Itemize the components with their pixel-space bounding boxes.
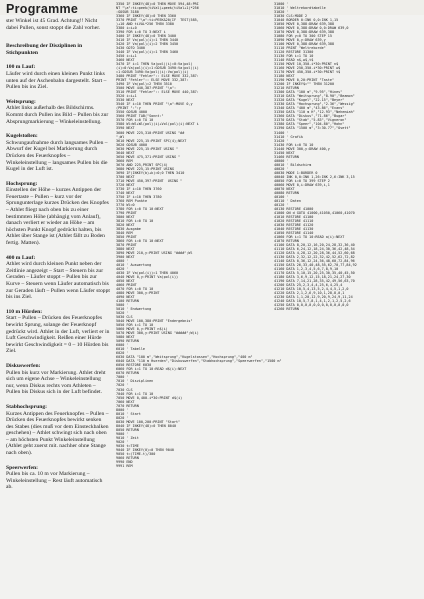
page-title: Programme <box>6 2 79 16</box>
discipline-heading: Hochsprung: <box>6 180 38 187</box>
discipline-shot-put <box>6 133 110 173</box>
discipline-heading: 400 m Lauf: <box>6 254 36 261</box>
discipline-body: Kurzes Antippen des Feuerknopfes – Pullen – Drücken des Feuerknopfes bewirkt senken des Stabes (dies muß vor dem Einsteckbalken geschehen) – Athlet schwingt sich nach oben – am höchsten Punkt Winkeleinstellung (Athlet geht zuerst mit. nachher ohne Stange nach oben). <box>6 410 109 457</box>
discipline-body: Start – Pullen – Drücken des Feuerknopfes bewirkt Sprung, solange der Feuerknopf gedrückt wird. Athlet in der Luft, verliert er in Luft Geschwindigkeit. Reißen einer Hürde bewirkt Geschwindigkeit = 0 – 10 Hürden bis Ziel. <box>6 315 110 355</box>
discipline-heading: 110 m Hürden: <box>6 308 43 315</box>
discipline-body: Schwungaufnahme durch langsames Pullen – Abwurf der Kugel bei Markierung durch Drücken des Feuerknopfes – Winkeleinstellung – langsames Pullen bis die Kugel in der Luft ist. <box>6 139 108 173</box>
discipline-heading: Weitsprung: <box>6 98 36 105</box>
discipline-long-jump <box>6 99 110 125</box>
discipline-100m <box>6 64 110 90</box>
intro-paragraph: ster Winkel ist 45 Grad. Achtung!! Nicht dabei Pullen, sonst stoppt die Zahl vorher. <box>6 18 101 31</box>
discipline-description-column <box>6 18 110 491</box>
discipline-heading: Speerwerfen: <box>6 464 38 471</box>
discipline-body: Athlet links außerhalb des Bildschirms. Kommt durch Pullen ins Bild – Pullen bis zur Absprungmarkierung – Winkeleinstellung. <box>6 105 109 125</box>
basic-listing-column-right: 31000 ' 31010 ' Weltrekordtabelle 31020 ' 31030 CLS:MODE 2 31040 BORDER 0:INK 0,0:INK 1,15 31050 MOVE 0,388:DRAW 639,388 31060 MOVE 0,388:DRAW 0,0:DRAW 639,0 31070 MOVE 0,388:DRAW 639,388 31080 FOR y=0 TO 300 STEP 15 31090 MOVE 0,y:DRAW 639,y 31100 MOVE 0,388:DRAW 639,388 31110 PRINT "Weltrekorde" 31120 RESTORE 31300 31130 FOR i=1 TO 10 31140 READ n$,w$,t$ 31150 MOVE 10,350-i*30:PRINT n$ 31160 MOVE 250,350-i*30:PRINT w$ 31170 MOVE 450,350-i*30:PRINT t$ 31180 NEXT 31190 MOVE 0,20:PRINT "Taste" 31200 IF INKEY$="" THEN 31200 31210 RETURN 31300 DATA "100 m","9.95","Hines" 31310 DATA "Weitsprung","8.90","Beamon" 31320 DATA "Kugel","22.15","Beyer" 31330 DATA "Hochsprung","2.36","Wessig" 31340 DATA "400 m","43.86","Evans" 31350 DATA "110 m H","12.93","Nehemiah" 31360 DATA "Diskus","71.86","Bugar" 31370 DATA "Stab","5.83","Vigneron" 31380 DATA "Speer","104.80","Hohn" 31390 DATA "1500 m","3:30.77","Ovett" 31400 ' 31410 ' Grafik 31420 ' 31430 FOR i=0 TO 10 31440 MOVE 300,y:DRAW 400,y 31450 NEXT 31460 RETURN 40000 ' 40010 ' Bildschirm 40020 ' 40030 MODE 1:BORDER 0 40040 INK 0,0:INK 1,26:INK 2,6:INK 3,15 40050 FOR i=0 TO 399 STEP 2 40060 MOVE 0,i:DRAW 639,i,1 40070 NEXT 40080 RETURN 40100 ' 40110 ' Daten 40120 ' 40130 RESTORE 41000 41000 ON d GOTO 41000,41050,41060,41070 41010 RESTORE 41100 41020 RESTORE 41110 41030 RESTORE 41120 41040 RESTORE 41130 41050 RESTORE 41140 41060 FOR i=1 TO 10:READ a(i):NEXT 41070 RETURN 41100 DATA 8,20,12,16,20,24,28,32,36,40 41110 DATA 6,24,12,18,24,30,36,42,48,54 41120 DATA 4,28,12,20,28,36,44,52,60,68 41130 DATA 2,32,12,22,32,42,52,62,72,82 41140 DATA 0,36,12,24,36,48,60,72,84,96 41150 DATA 26,33,40,48,55,62,70,77,84,92 41160 DATA 1,2,3,4,5,6,7,8,9,10 41170 DATA 5,10,15,20,25,30,35,40,45,50 41180 DATA 3,6,9,12,15,18,21,24,27,30 41190 DATA 7,14,21,28,35,42,49,56,63,70 41200 DATA 25,2,3,4,4,25,6,4,25,4 41210 DATA 10,5,4,13,5,2,4,4,5,1,2,0 41220 DATA 2,1,2,6,9,10,1,28,8,0,1 41230 DATA 1,1,20,12,9,20,9,24,9,11,24 41240 DATA 10,5,7,8,1,4,1,2,1,2,5,2,6 41250 DATA 0,0,0,0,0,0,0,0,0,0,0,0,0 41260 RETURN <box>274 2 357 312</box>
discipline-heading: Kugelstoßen: <box>6 133 38 140</box>
discipline-pole-vault <box>6 404 110 457</box>
discipline-body: Athlet wird durch kleinen Punkt neben der Zeitlinie angezeigt – Start – Steuern bis zur Geraden – Läufer stoppt – Pullen bis zur Kurve – Steuern wenn Läufer automatisch bis zur Geraden läuft – Pullen wenn Läufer stoppt bis ins Ziel. <box>6 261 110 301</box>
discipline-heading: Diskuswerfen: <box>6 362 41 369</box>
discipline-javelin <box>6 465 110 491</box>
discipline-body: Pullen bis ca. 10 m vor Markierung – Winkeleinstellung – Rest läuft automatisch ab. <box>6 471 103 491</box>
discipline-body: Pullen bis kurz vor Markierung. Athlet dreht sich um eigene Achse – Winkeleinstellung nur, wenn Diskus rechts vom Athleten – Pullen bis Diskus sich in der Luft befindet. <box>6 369 106 396</box>
discipline-high-jump <box>6 181 110 247</box>
basic-listing-column-middle: 3350 IF INKEY(48)=0 THEN MOVE 594,48:PRI NT "\a":ti=peek(tiVal)+peek(tiVal+1)*256 :GOSUB 3180 3360 IF INKEY(48)=0 THEN 3360 3370 PRINT "\a":ti=PEEK&20(IF TEST(585, )+10 AND tiVAL*256 THEN 3380 3380 i=i+0 3390 FOR i=0 TO 3:NEXT i 3400 IF INKEY(48)=0 THEN 3400 3410 IF Va(pol)(i)=1 THEN 3440 3420 IF Va(pol)(i)=2 THEN 3450 3430 GOTO 3400 3440 IF Va(pol)(i)=1 THEN 3460 3450 i=i+1 3460 NEXT 3470 IF i=1 THEN Va(pol)(i)=0:Va(pol) (i)=0:Va(pol)(i)=1:GOSUB 3490:Va(pol)(i) =1:GOSUB 3490:Va(pol)(i):Va(pol)(i) 3480 PRINT "Fehler":: ELSE MOVE 332,387: PRINT "Fehler":: ELSE MOVE 332,387: 3490 IF Va(pol)=2 THEN 3510 3500 MOVE 440,387:PRINT "\a": 3510 PRINT "Fehler":: ELSE MOVE 440,387: 3520 i=i+1 3530 NEXT 3540 IF i=10 THEN PRINT "\a":MOVE 0,y (PRINT ":":y 3550 GOSUB 4000 3560 PRINT TAB("Sonnt:" 3570 FOR i=0 TO 10 3580 Wl=Wl+Wl(pol)(i)+Vol(pol)(i):NEXT i 3590 NEXT 3600 MOVE 225,310:PRINT USING "## ";Wl 3610 MOVE 225,15:PRINT SPC(4);NEXT 3620 GOSUB 4000 3630 MOVE 225,15:PRINT USING " 3640 NEXT 3650 MOVE 475,371:PRINT USING " 3660 REM 3670 AND 225,PRINT SPC(4) 3680 MOVE 225,15:PRINT USING 3690 IF(INKEY(b)+k)=0;0 THEN 3410 3700 NEXT 3710 MOVE 450,397:PRINT USING " 3720 NEXT 3730 IF i=10 THEN 3760 3740 NEXT 3750 IF i=10 THEN 3780 3760 REM Punkte 3770 Wl=0 3780 FOR i=0 TO 10:NEXT 3790 PRINT 3800 NEXT 3810 FOR i=0 TO 10 3820 NEXT 3830 Ausgabe 3840 REM 3850 PRINT 3860 FOR i=0 TO 10:NEXT 3870 PRINT 3880 NEXT 3890 MOVE 210,y:PRINT USING "####";Wl 3900 NEXT 4000 ' 4010 ' Auswertung 4020 ' 4030 IF Va(pol(i))=1 THEN 4060 4040 MOVE 0,y:PRINT Va(pol(i)) 4050 NEXT 4060 PRINT 4070 FOR i=0 TO 10 4080 MOVE 300,y:PRINT 4090 NEXT 4100 RETURN 5000 ' 5010 ' Endwertung 5020 ' 5030 CLS 5040 MOVE 100,380:PRINT "Endergebnis" 5050 FOR i=1 TO 10 5060 MOVE 0,y:PRINT n$(i) 5070 MOVE 300,y:PRINT USING "#####";W(i) 5080 NEXT 5090 RETURN 6000 ' 6010 ' Tabelle 6020 ' 6030 DATA "100 m","Weitsprung","Kugelstossen","Hochsprung","400 m" 6040 DATA "110 m Huerden","Diskuswerfen","Stabhochsprung","Speerwerfen","1500 m" 6050 RESTORE 6030 6060 FOR i=1 TO 10:READ d$(i):NEXT 6070 RETURN 7000 ' 7010 ' Disziplinen 7020 ' 7030 CLS 7040 FOR i=1 TO 10 7050 MOVE 0,400-i*30:PRINT d$(i) 7060 NEXT 7070 RETURN 8000 ' 8010 ' Start 8020 ' 8030 MOVE 100,200:PRINT "Start" 8040 IF INKEY(48)=0 THEN 8040 8050 RETURN 9000 ' 9010 ' Zeit 9020 ' 9030 t=TIME 9040 IF INKEY(0)=0 THEN 9040 9050 t=(TIME-t)/300 9060 RETURN 9990 END 9991 REM <box>116 2 282 468</box>
discipline-discus <box>6 363 110 396</box>
discipline-body: Einstellen der Höhe – kurzes Antippen der Feuertaste – Pullen – kurz vor der Sprungunterlage kurzes Drücken des Knopfes – Athlet fliegt nach oben bis zu einer bestimmten Höhe (abhängig vom Anlauf), danach verliert er wieder an Höhe – am höchsten Punkt Knopf gedrückt halten, bis Athlet über Stange ist (Athlet fällt zu Boden fertig. Matten). <box>6 187 109 247</box>
discipline-heading: Stabhochsprung: <box>6 403 48 410</box>
discipline-110m-hurdles <box>6 309 110 355</box>
discipline-body: Läufer wird durch einen kleinen Punkt links unten auf der Aschenbahn dargestellt. Start – Pullen bis ins Ziel. <box>6 70 107 91</box>
description-heading: Beschreibung der Disziplinen in Stichpunkten <box>6 43 83 56</box>
discipline-heading: 100 m Lauf: <box>6 64 36 71</box>
discipline-400m <box>6 255 110 301</box>
